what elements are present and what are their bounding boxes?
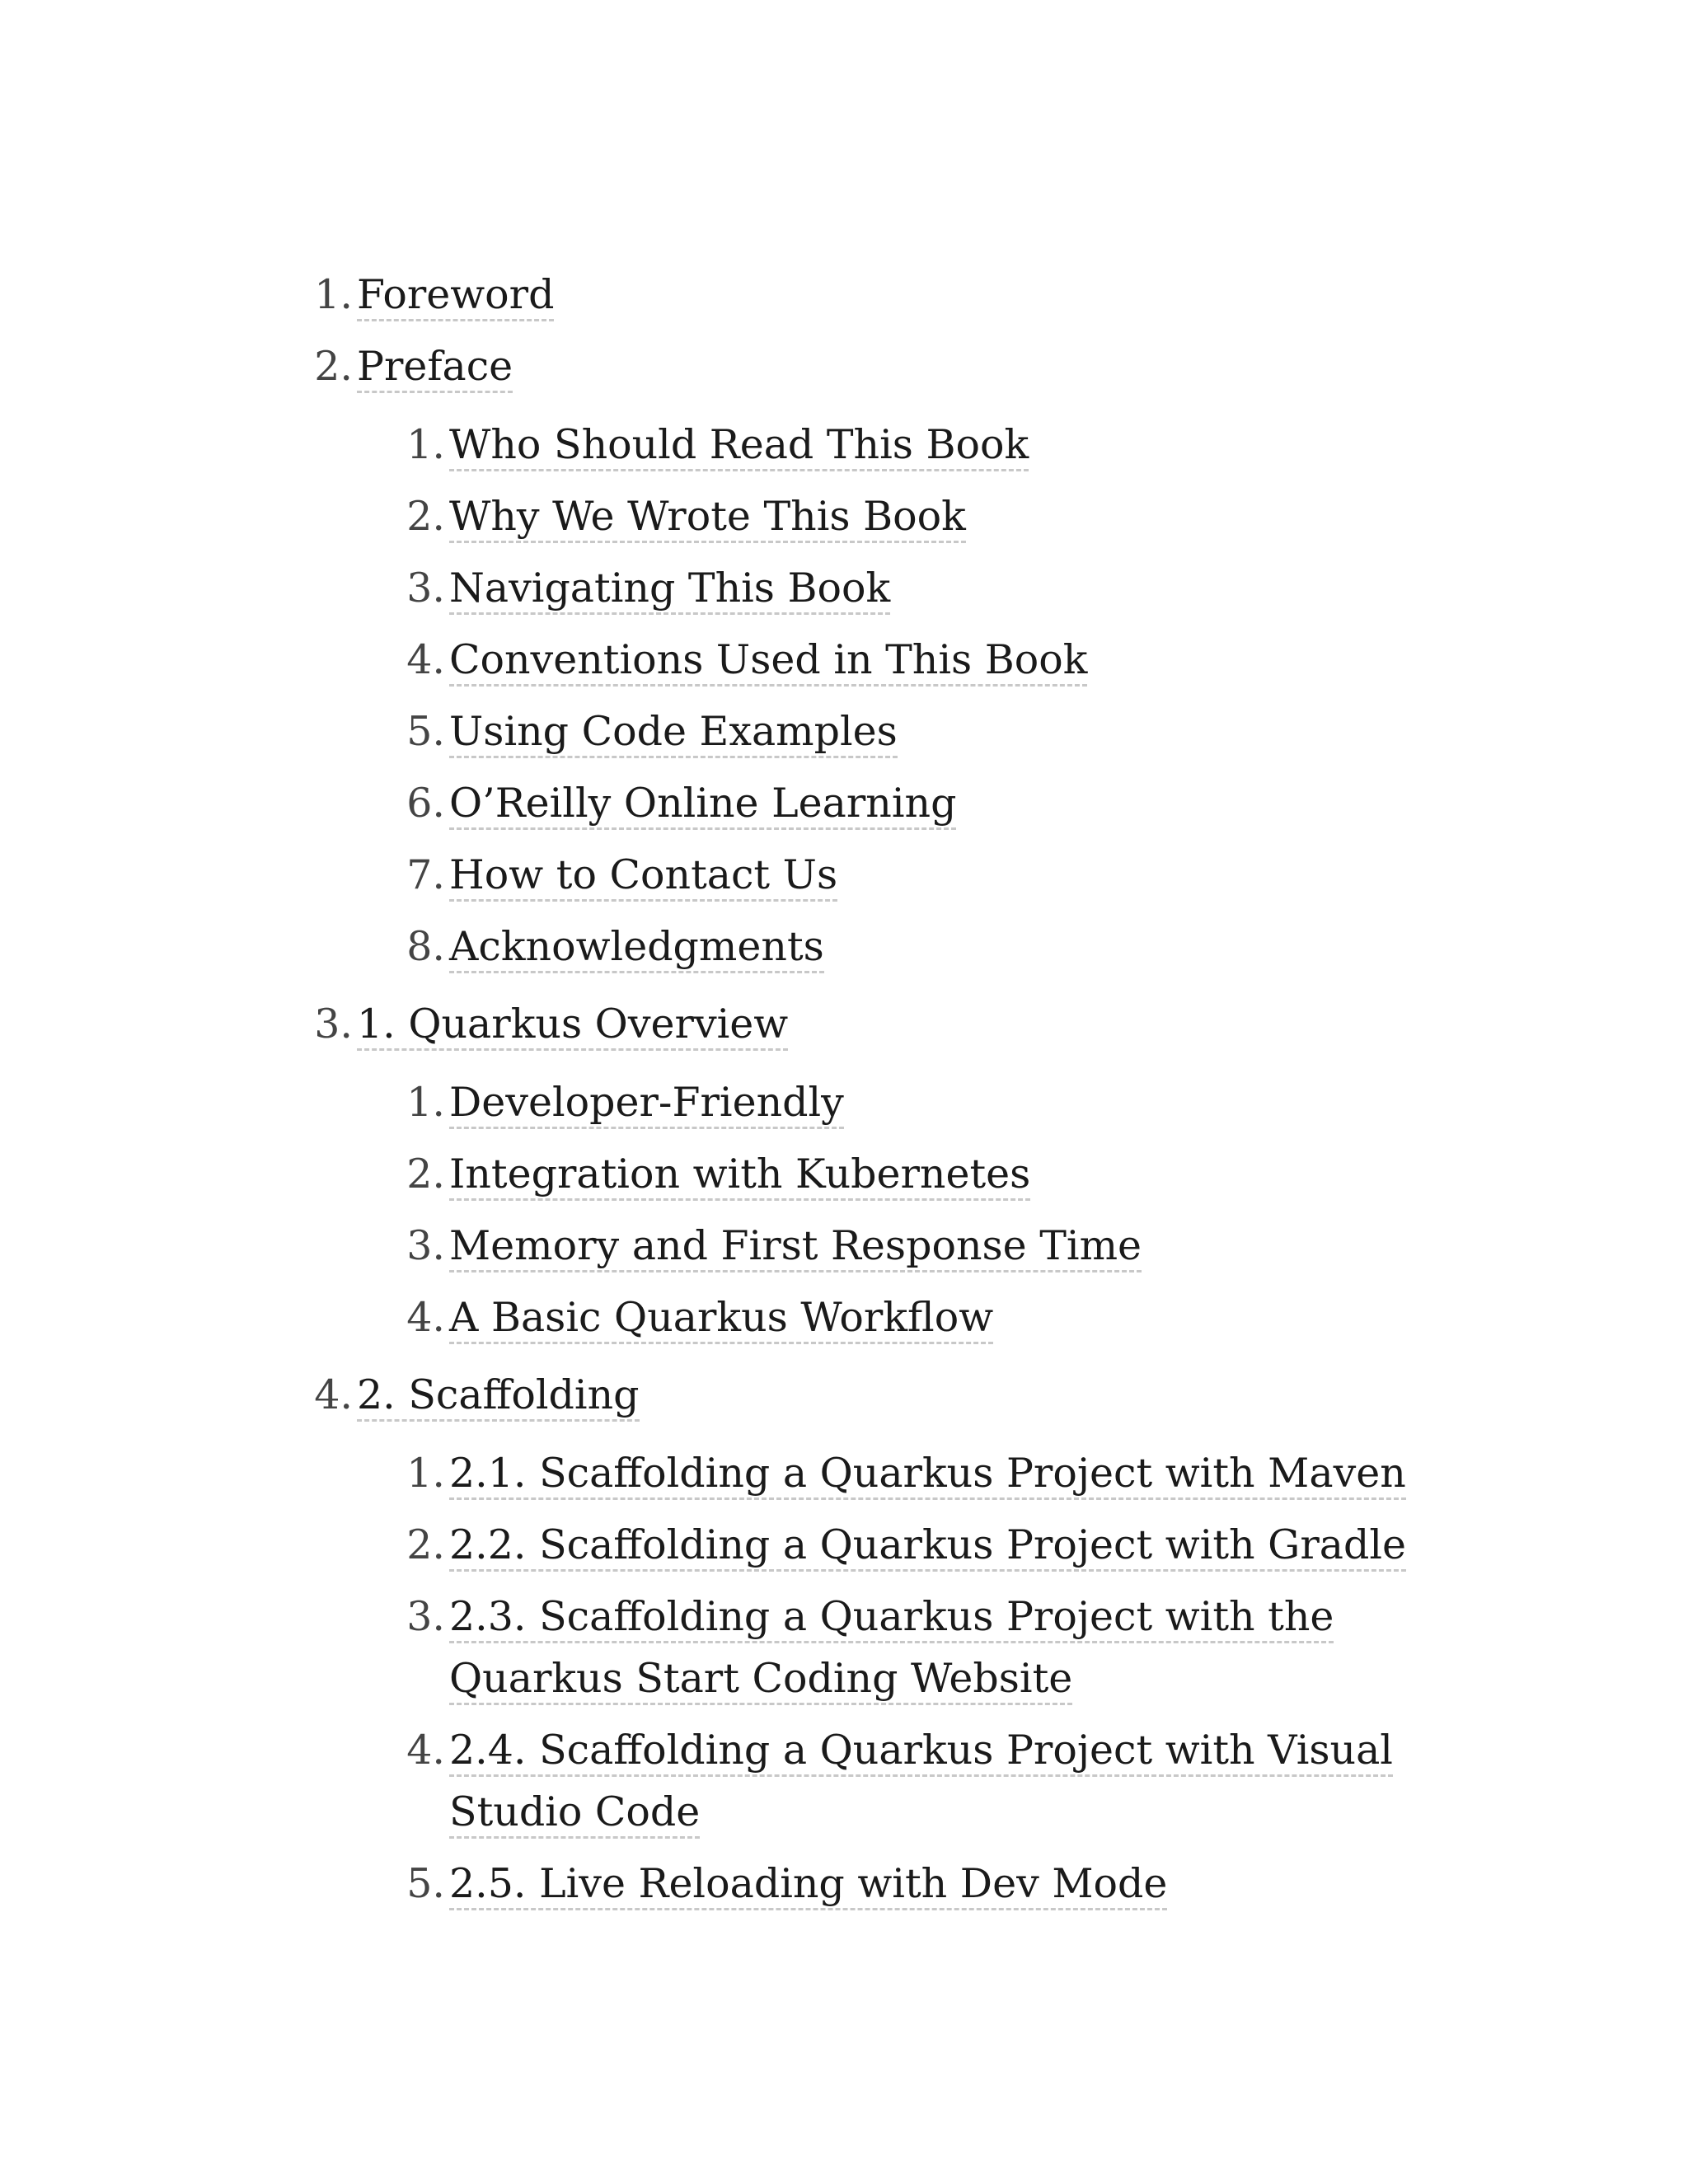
toc-number: 8. [406,923,445,970]
toc-link-conventions[interactable]: Conventions Used in This Book [449,636,1087,687]
toc-subitem [305,772,1409,834]
toc-number: 1. [406,421,445,468]
toc-link-scaffolding-maven[interactable]: 2.1. Scaffolding a Quarkus Project with Maven [449,1450,1406,1500]
table-of-contents [305,264,1409,1915]
toc-subitem [305,701,1409,762]
toc-number: 2. [406,1151,445,1197]
toc-link-kubernetes[interactable]: Integration with Kubernetes [449,1151,1030,1201]
toc-link-memory-response[interactable]: Memory and First Response Time [449,1222,1142,1272]
toc-link-basic-workflow[interactable]: A Basic Quarkus Workflow [449,1294,993,1344]
toc-subitem [305,844,1409,906]
toc-link-quarkus-overview[interactable]: 1. Quarkus Overview [357,1001,788,1051]
toc-number: 4. [406,1294,445,1341]
toc-number: 1. [406,1079,445,1126]
toc-link-navigating[interactable]: Navigating This Book [449,565,890,615]
toc-number: 4. [314,1371,353,1418]
toc-item-preface [305,335,1409,397]
toc-link-acknowledgments[interactable]: Acknowledgments [449,923,824,973]
toc-link-developer-friendly[interactable]: Developer-Friendly [449,1079,844,1129]
toc-subitem [305,557,1409,619]
toc-number: 5. [406,1860,445,1907]
toc-number: 1. [314,271,353,318]
toc-subitem [305,1286,1409,1348]
toc-link-scaffolding[interactable]: 2. Scaffolding [357,1371,640,1422]
toc-link-live-reloading[interactable]: 2.5. Live Reloading with Dev Mode [449,1860,1167,1910]
toc-number: 6. [406,780,445,827]
toc-number: 1. [406,1450,445,1497]
toc-subitem [305,1853,1409,1915]
toc-number: 2. [406,493,445,540]
toc-number: 3. [406,1222,445,1269]
toc-number: 2. [314,343,353,390]
toc-number: 4. [406,636,445,683]
toc-link-scaffolding-website[interactable]: 2.3. Scaffolding a Quarkus Project with the Quarkus Start Coding Website [449,1593,1334,1705]
toc-number: 5. [406,708,445,755]
toc-item-scaffolding [305,1364,1409,1426]
toc-number: 2. [406,1521,445,1568]
toc-subitem [305,916,1409,977]
toc-link-who-should-read[interactable]: Who Should Read This Book [449,421,1029,471]
toc-number: 4. [406,1727,445,1774]
toc-subitem [305,1071,1409,1133]
toc-subitem [305,1143,1409,1205]
toc-link-foreword[interactable]: Foreword [357,271,554,321]
toc-number: 7. [406,851,445,898]
toc-link-contact-us[interactable]: How to Contact Us [449,851,837,902]
toc-item-quarkus-overview [305,993,1409,1055]
toc-number: 3. [314,1001,353,1047]
toc-number: 3. [406,565,445,612]
toc-subitem [305,485,1409,547]
toc-subitem [305,1215,1409,1277]
toc-link-why-we-wrote[interactable]: Why We Wrote This Book [449,493,966,543]
toc-subitem [305,414,1409,476]
toc-link-code-examples[interactable]: Using Code Examples [449,708,898,758]
toc-subitem [305,1514,1409,1576]
toc-item-foreword [305,264,1409,326]
toc-subitem [305,1719,1409,1843]
toc-link-preface[interactable]: Preface [357,343,513,393]
toc-number: 3. [406,1593,445,1640]
toc-link-online-learning[interactable]: O’Reilly Online Learning [449,780,956,830]
toc-link-scaffolding-vscode[interactable]: 2.4. Scaffolding a Quarkus Project with Visual Studio Code [449,1727,1393,1839]
toc-subitem [305,1586,1409,1709]
toc-subitem [305,1442,1409,1504]
toc-link-scaffolding-gradle[interactable]: 2.2. Scaffolding a Quarkus Project with Gradle [449,1521,1406,1572]
toc-subitem [305,629,1409,691]
